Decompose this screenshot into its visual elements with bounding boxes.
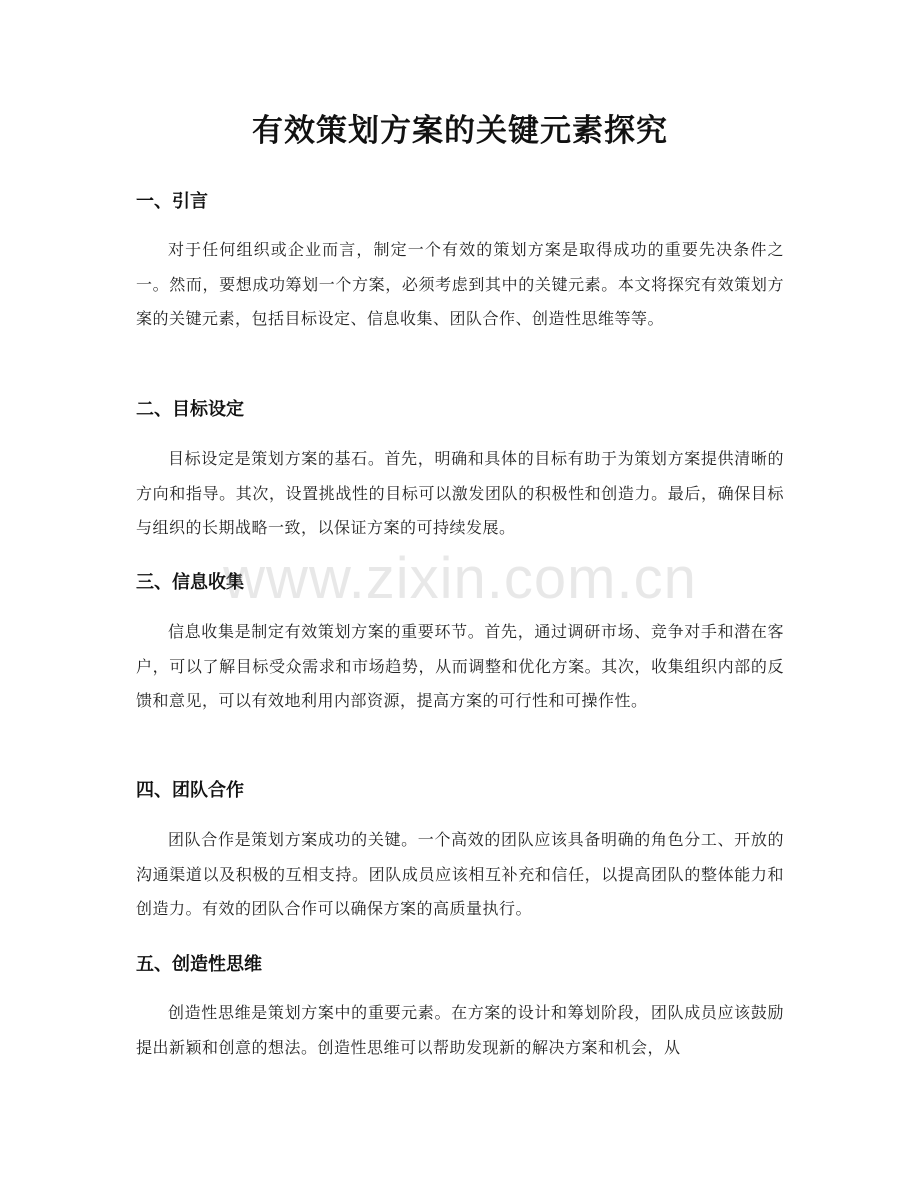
- section-body-creative-thinking: 创造性思维是策划方案中的重要元素。在方案的设计和筹划阶段，团队成员应该鼓励提出新颖和创意的想法。创造性思维可以帮助发现新的解决方案和机会，从: [136, 1003, 784, 1057]
- section-heading-information-gathering: 三、信息收集: [136, 572, 244, 593]
- section-heading-introduction: 一、引言: [136, 191, 208, 212]
- document-title: 有效策划方案的关键元素探究: [252, 113, 668, 149]
- section-body-information-gathering: 信息收集是制定有效策划方案的重要环节。首先，通过调研市场、竞争对手和潜在客户，可以了解目标受众需求和市场趋势，从而调整和优化方案。其次，收集组织内部的反馈和意见，可以有效地利用内部资源，提高方案的可行性和可操作性。: [136, 622, 784, 711]
- section-body-introduction: 对于任何组织或企业而言，制定一个有效的策划方案是取得成功的重要先决条件之一。然而，要想成功筹划一个方案，必须考虑到其中的关键元素。本文将探究有效策划方案的关键元素，包括目标设定、信息收集、团队合作、创造性思维等等。: [136, 240, 784, 329]
- watermark-text: www.zixin.com.cn: [223, 546, 697, 611]
- section-body-goal-setting: 目标设定是策划方案的基石。首先，明确和具体的目标有助于为策划方案提供清晰的方向和指导。其次，设置挑战性的目标可以激发团队的积极性和创造力。最后，确保目标与组织的长期战略一致，以保证方案的可持续发展。: [136, 449, 784, 538]
- section-body-teamwork: 团队合作是策划方案成功的关键。一个高效的团队应该具备明确的角色分工、开放的沟通渠道以及积极的互相支持。团队成员应该相互补充和信任，以提高团队的整体能力和创造力。有效的团队合作可以确保方案的高质量执行。: [136, 830, 784, 919]
- section-heading-goal-setting: 二、目标设定: [136, 399, 244, 420]
- section-heading-teamwork: 四、团队合作: [136, 780, 244, 801]
- section-heading-creative-thinking: 五、创造性思维: [136, 954, 262, 975]
